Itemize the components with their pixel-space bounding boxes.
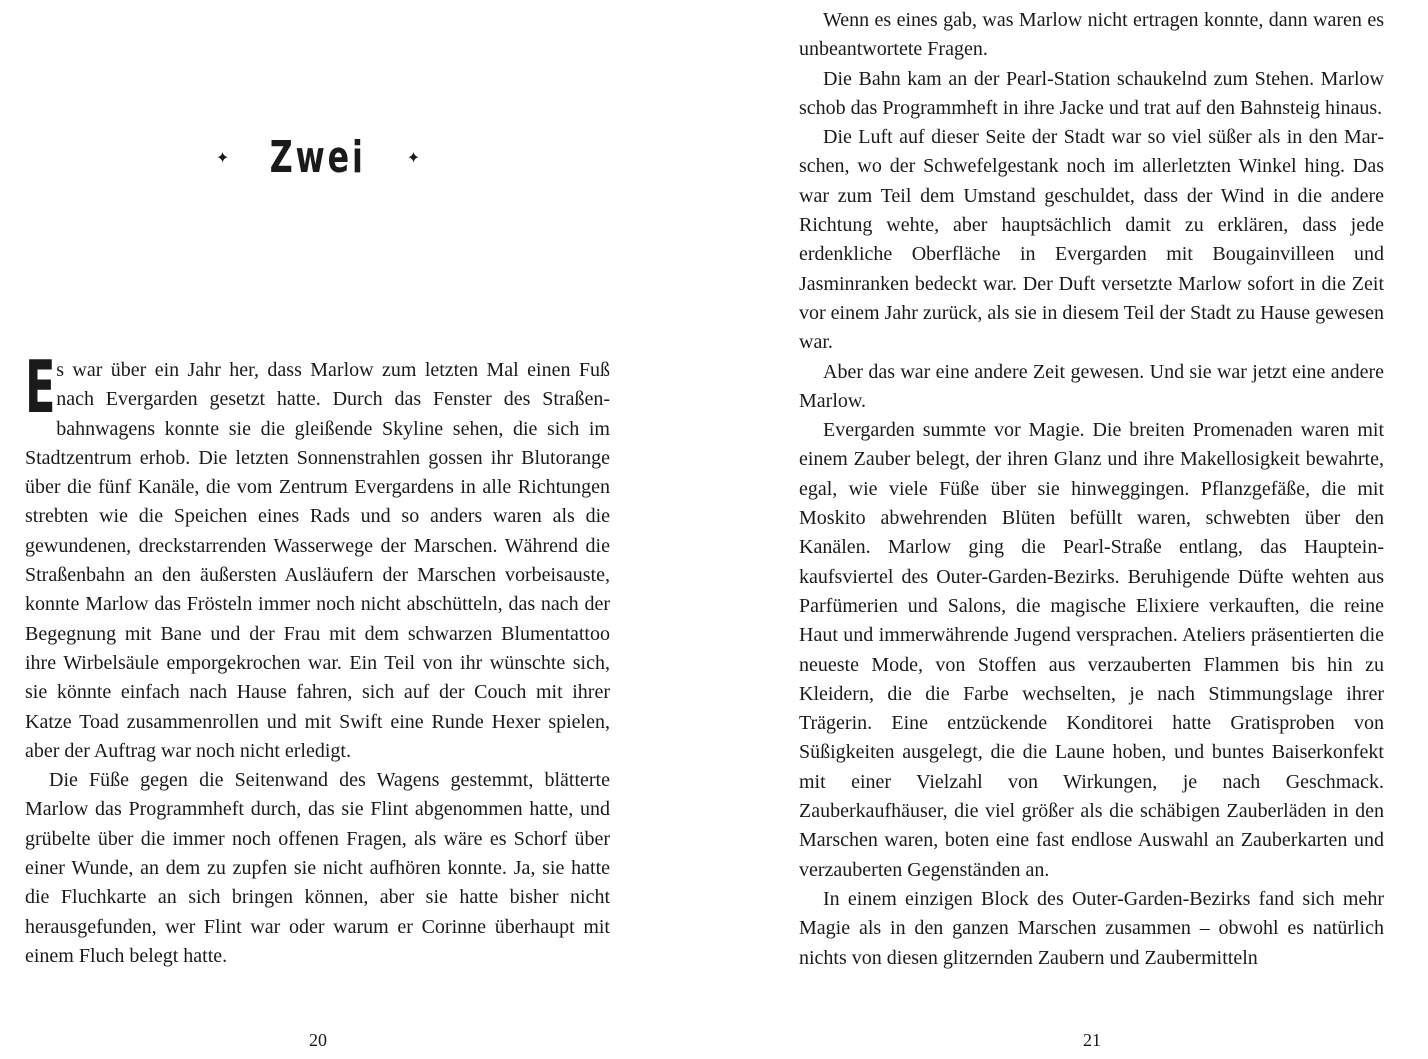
right-page — [714, 0, 1428, 1059]
paragraph-text: s war über ein Jahr her, dass Marlow zum letzten Mal einen Fuß nach Evergarden gesetzt hatte. Durch das Fenster des Straßenbahnwagens konnte sie die gleißende Skyline sehen, die sich im Stadtzentrum erhob. Die letzten Sonnenstrahlen gossen ihr Blutorange über die fünf Kanäle, die vom Zentrum Evergardens in alle Richtungen strebten wie die Speichen eines Rads und so anders waren als die gewundenen, dreckstarrenden Wasserwege der Marschen. Während die Straßenbahn an den äußersten Ausläufern der Marschen vorbeisauste, konnte Marlow das Frösteln immer noch nicht abschütteln, das nach der Begegnung mit Bane und der Frau mit dem schwarzen Blumentattoo ihre Wirbelsäule emporgekrochen war. Ein Teil von ihr wünschte sich, sie könnte einfach nach Hause fahren, sich auf der Couch mit ihrer Katze Toad zusammenrollen und mit Swift eine Runde Hexer spielen, aber der Auftrag war noch nicht erledigt. — [25, 359, 610, 762]
paragraph: Evergarden summte vor Magie. Die breiten Promenaden waren mit einem Zauber belegt, der ihren Glanz und ihre Makellosigkeit bewahrte, egal, wie viele Füße über sie hinweggingen. Pflanzgefäße, die mit Moskito abwehrenden Blüten befüllt waren, schwebten über den Kanälen. Marlow ging die Pearl-Straße entlang, das Haupteinkaufsviertel des Outer-Garden-Bezirks. Beruhigende Düfte wehten aus Parfümerien und Salons, die magische Elixiere verkauften, die reine Haut und immerwährende Jugend versprachen. Ateliers präsentierten die neueste Mode, von Stoffen aus verzauberten Flammen bis hin zu Kleidern, die die Farbe wechselten, je nach Stimmungslage ihrer Trägerin. Eine entzückende Konditorei hatte Gratisproben von Süßigkeiten ausgelegt, die die Laune hoben, und buntes Baiserkonfekt mit einer Vielzahl von Wirkungen, je nach Geschmack. Zauberkaufhäuser, die viel größer als die schäbigen Zauberläden in den Marschen waren, boten eine fast endlose Auswahl an Zauberkarten und verzauberten Gegenständen an. — [799, 419, 1384, 881]
left-body-text — [25, 345, 610, 971]
star-ornament-icon: ✦ — [215, 148, 230, 167]
paragraph — [25, 345, 610, 766]
paragraph: In einem einzigen Block des Outer-Garden-Bezirks fand sich mehr Magie als in den ganzen Marschen zusammen – obwohl es natürlich nichts von diesen glitzernden Zaubern und Zaubermitteln — [799, 887, 1384, 969]
chapter-title: Zwei — [269, 132, 367, 183]
page-number: 21 — [1083, 1030, 1101, 1050]
chapter-heading — [0, 128, 636, 188]
paragraph: Die Luft auf dieser Seite der Stadt war so viel süßer als in den Marschen, wo der Schwefelgestank noch im allerletzten Winkel hing. Das war zum Teil dem Umstand geschuldet, dass der Wind in die andere Richtung wehte, aber hauptsächlich damit zu erklären, dass jede erdenkliche Oberfläche in Evergarden mit Bougainvilleen und Jasminranken bedeckt war. Der Duft versetzte Marlow sofort in die Zeit vor einem Jahr zurück, als sie in diesem Teil der Stadt zu Hause gewesen war. — [799, 126, 1384, 354]
paragraph: Die Bahn kam an der Pearl-Station schaukelnd zum Stehen. Marlow schob das Programmheft in ihre Jacke und trat auf den Bahnsteig hinaus. — [799, 67, 1384, 119]
paragraph: Die Füße gegen die Seitenwand des Wagens gestemmt, blätterte Marlow das Programmheft durch, das sie Flint abgenommen hatte, und grübelte über die immer noch offenen Fragen, als wäre es Schorf über einer Wunde, an dem zu zupfen sie nicht aufhören konnte. Ja, sie hatte die Fluchkarte an sich bringen können, aber sie hatte bisher nicht herausgefunden, wer Flint war oder warum er Corinne überhaupt mit einem Fluch belegt hatte. — [25, 769, 610, 967]
paragraph: Wenn es eines gab, was Marlow nicht ertragen konnte, dann waren es unbeantwortete Fragen. — [799, 9, 1384, 61]
page-number: 20 — [309, 1030, 327, 1050]
right-body-text — [799, 6, 1384, 973]
drop-cap: E — [25, 345, 56, 429]
star-ornament-icon: ✦ — [406, 148, 421, 167]
paragraph: Aber das war eine andere Zeit gewesen. Und sie war jetzt eine andere Marlow. — [799, 360, 1384, 412]
